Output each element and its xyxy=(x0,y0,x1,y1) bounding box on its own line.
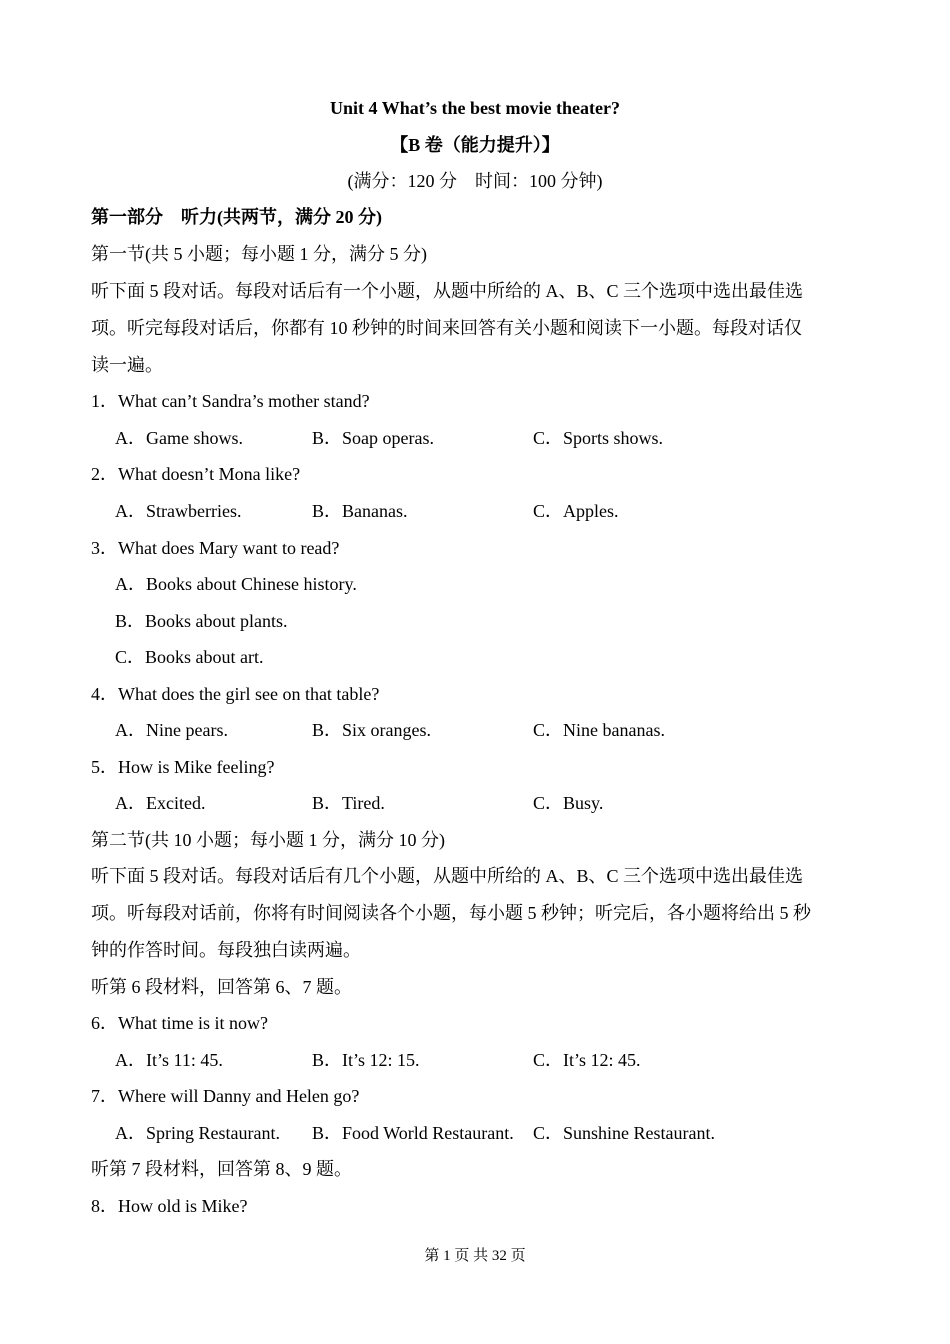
section2-instruction-line: 听下面 5 段对话。每段对话后有几个小题，从题中所给的 A、B、C 三个选项中选出最佳选 xyxy=(91,866,804,886)
question-stem: 6．What time is it now? xyxy=(91,1013,268,1033)
option-b: B．Soap operas. xyxy=(312,428,434,448)
section1-heading: 第一节(共 5 小题；每小题 1 分，满分 5 分) xyxy=(91,244,427,264)
option-b: B．Food World Restaurant. xyxy=(312,1123,514,1143)
option-c: C．Sports shows. xyxy=(533,428,664,448)
option-c: C．Books about art. xyxy=(115,647,264,667)
score-time-info: (满分：120 分 时间：100 分钟) xyxy=(347,171,603,191)
option-a: A．It’s 11: 45. xyxy=(115,1050,223,1070)
option-c: C．Apples. xyxy=(533,501,619,521)
question-stem: 1．What can’t Sandra’s mother stand? xyxy=(91,391,370,411)
section2-heading: 第二节(共 10 小题；每小题 1 分，满分 10 分) xyxy=(91,830,445,850)
option-a: A．Nine pears. xyxy=(115,720,228,740)
section1-instruction-line: 读一遍。 xyxy=(91,355,163,375)
section2-instruction-line: 钟的作答时间。每段独白读两遍。 xyxy=(91,940,361,960)
option-b: B．Books about plants. xyxy=(115,611,288,631)
question-stem: 5．How is Mike feeling? xyxy=(91,757,275,777)
question-stem: 2．What doesn’t Mona like? xyxy=(91,464,301,484)
option-c: C．Nine bananas. xyxy=(533,720,665,740)
option-a: A．Game shows. xyxy=(115,428,243,448)
option-c: C．Busy. xyxy=(533,793,604,813)
option-a: A．Excited. xyxy=(115,793,206,813)
option-a: A．Strawberries. xyxy=(115,501,242,521)
question-stem: 4．What does the girl see on that table? xyxy=(91,684,380,704)
option-c: C．It’s 12: 45. xyxy=(533,1050,641,1070)
option-b: B．Six oranges. xyxy=(312,720,431,740)
option-b: B．Bananas. xyxy=(312,501,408,521)
material-6-note: 听第 6 段材料，回答第 6、7 题。 xyxy=(91,977,352,997)
option-c: C．Sunshine Restaurant. xyxy=(533,1123,715,1143)
page-number: 第 1 页 共 32 页 xyxy=(424,1248,526,1264)
section2-instruction-line: 项。听每段对话前，你将有时间阅读各个小题，每小题 5 秒钟；听完后，各小题将给出 5 秒 xyxy=(91,903,811,923)
paper-version: 【B 卷（能力提升）】 xyxy=(390,135,560,155)
part1-heading: 第一部分 听力(共两节，满分 20 分) xyxy=(91,207,382,227)
option-b: B．It’s 12: 15. xyxy=(312,1050,420,1070)
option-a: A．Spring Restaurant. xyxy=(115,1123,280,1143)
section1-instruction-line: 听下面 5 段对话。每段对话后有一个小题，从题中所给的 A、B、C 三个选项中选出最佳选 xyxy=(91,281,804,301)
section1-instruction-line: 项。听完每段对话后，你都有 10 秒钟的时间来回答有关小题和阅读下一小题。每段对话仅 xyxy=(91,318,802,338)
option-b: B．Tired. xyxy=(312,793,385,813)
option-a: A．Books about Chinese history. xyxy=(115,574,357,594)
question-stem: 3．What does Mary want to read? xyxy=(91,538,340,558)
question-stem: 7．Where will Danny and Helen go? xyxy=(91,1086,360,1106)
material-7-note: 听第 7 段材料，回答第 8、9 题。 xyxy=(91,1159,352,1179)
page-title: Unit 4 What’s the best movie theater? xyxy=(330,98,620,118)
question-stem: 8．How old is Mike? xyxy=(91,1196,248,1216)
